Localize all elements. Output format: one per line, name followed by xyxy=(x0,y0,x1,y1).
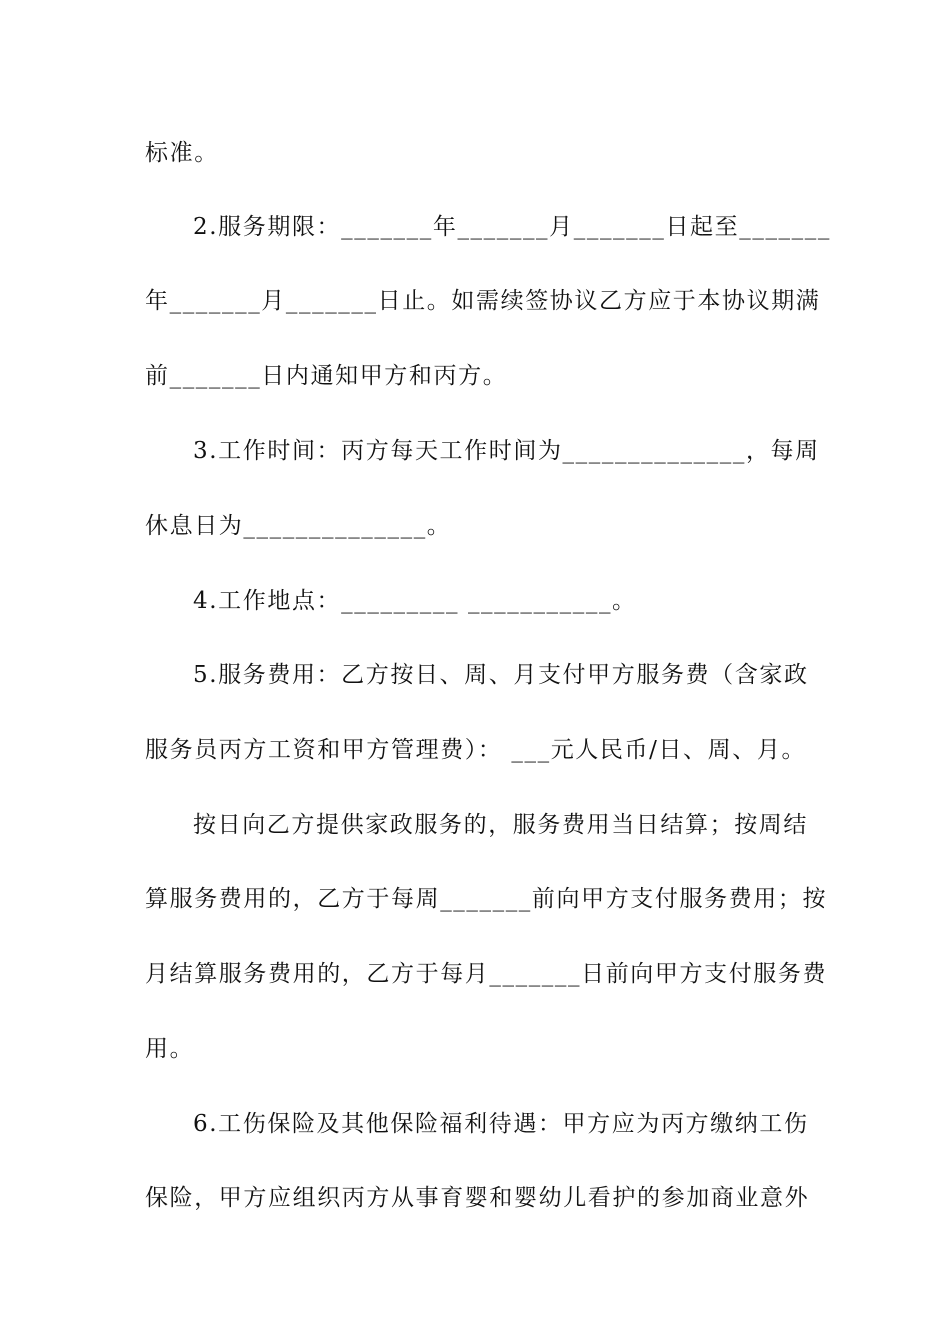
text-line-notice: 前_______日内通知甲方和丙方。 xyxy=(145,363,508,389)
text-line-rest-day: 休息日为______________。 xyxy=(145,513,452,539)
text-line-settlement-end: 用。 xyxy=(145,1036,195,1062)
text-line-service-period-cont: 年_______月_______日止。如需续签协议乙方应于本协议期满 xyxy=(145,288,821,314)
text-line-standard: 标准。 xyxy=(145,140,219,166)
text-line-insurance-cont: 保险，甲方应组织丙方从事育婴和婴幼儿看护的参加商业意外 xyxy=(145,1185,810,1211)
text-line-work-time: 3.工作时间：丙方每天工作时间为______________，每周 xyxy=(193,438,820,464)
text-line-service-period: 2.服务期限：_______年_______月_______日起至_______ xyxy=(193,214,831,240)
text-line-settlement-weekly: 算服务费用的，乙方于每周_______前向甲方支付服务费用；按 xyxy=(145,886,828,912)
text-line-settlement-monthly: 月结算服务费用的，乙方于每月_______日前向甲方支付服务费 xyxy=(145,961,828,987)
text-line-service-fee: 5.服务费用：乙方按日、周、月支付甲方服务费（含家政 xyxy=(193,662,809,688)
text-line-settlement: 按日向乙方提供家政服务的，服务费用当日结算；按周结 xyxy=(193,812,808,838)
text-line-service-fee-cont: 服务员丙方工资和甲方管理费）： ___元人民币/日、周、月。 xyxy=(145,737,807,763)
text-line-work-location: 4.工作地点：_________ ___________。 xyxy=(193,588,637,614)
text-line-insurance: 6.工伤保险及其他保险福利待遇：甲方应为丙方缴纳工伤 xyxy=(193,1111,809,1137)
